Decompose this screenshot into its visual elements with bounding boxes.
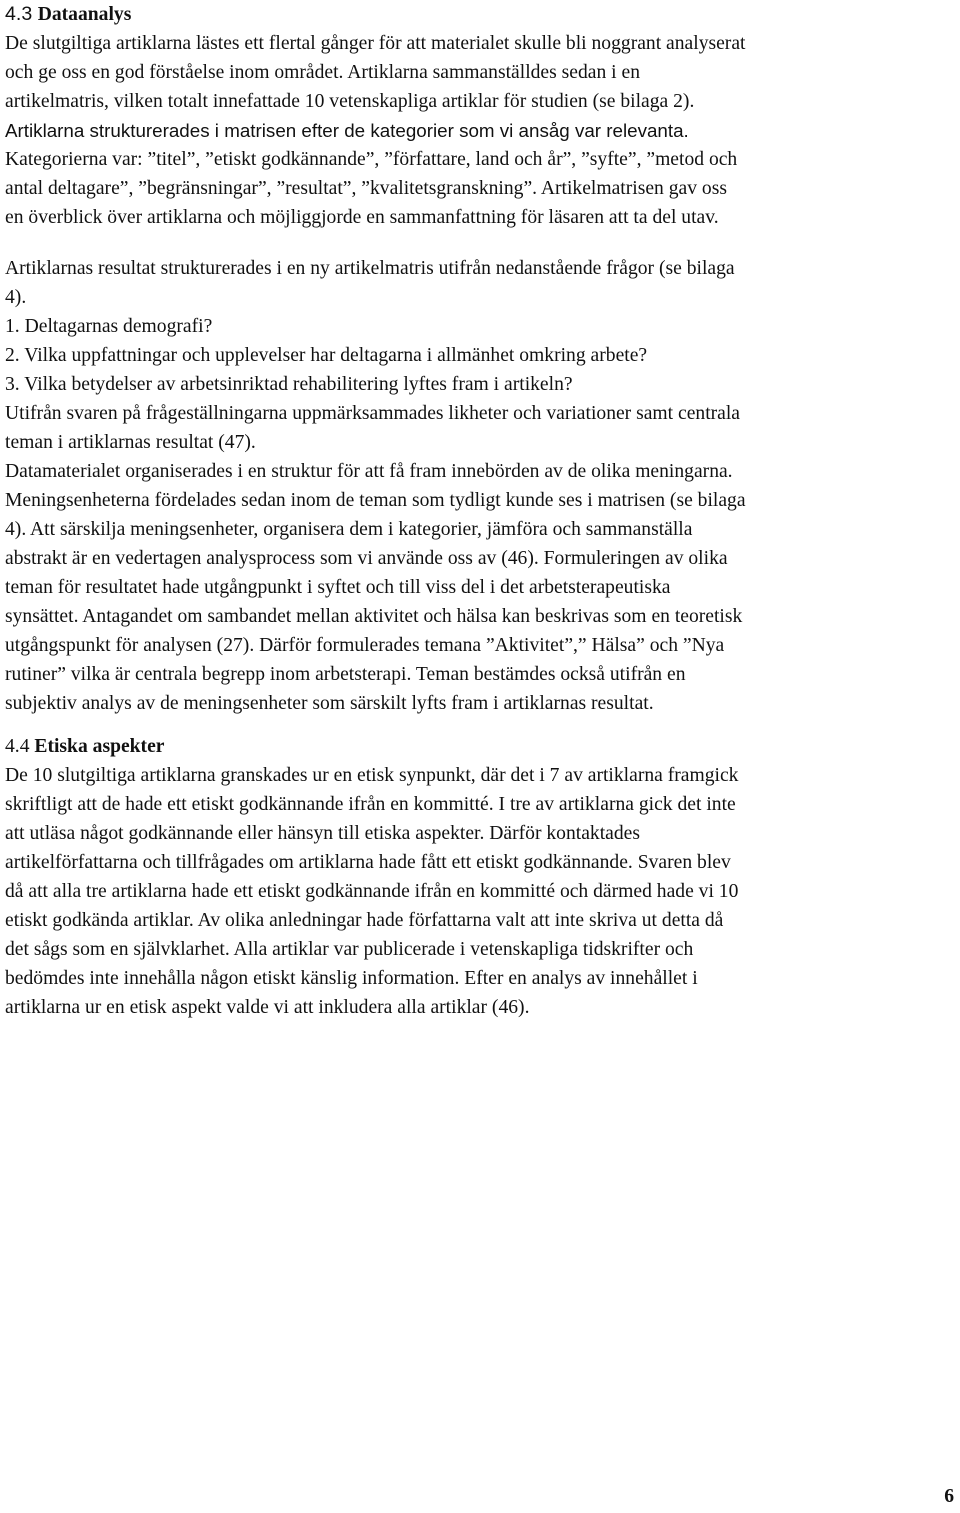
- text-line: bedömdes inte innehålla någon etiskt känslig information. Efter en analys av innehållet i: [5, 968, 698, 989]
- text-line: artiklarna ur en etisk aspekt valde vi att inkludera alla artiklar (46).: [5, 997, 530, 1018]
- paragraph-dataanalys-intro: [5, 29, 953, 232]
- section-title: Dataanalys: [37, 4, 132, 25]
- text-line: teman i artiklarnas resultat (47).: [5, 432, 256, 453]
- text-line: subjektiv analys av de meningsenheter som särskilt lyfts fram i artiklarnas resultat.: [5, 693, 654, 714]
- text-line: och ge oss en god förståelse inom området. Artiklarna sammanställdes sedan i en: [5, 62, 640, 83]
- list-item: 2. Vilka uppfattningar och upplevelser har deltagarna i allmänhet omkring arbete?: [5, 345, 648, 366]
- list-item: 1. Deltagarnas demografi?: [5, 316, 213, 337]
- paragraph-gap: [5, 232, 953, 254]
- text-line: De slutgiltiga artiklarna lästes ett flertal gånger för att materialet skulle bli noggrant analyserat: [5, 33, 746, 54]
- text-line: abstrakt är en vedertagen analysprocess som vi använde oss av (46). Formuleringen av olika: [5, 548, 728, 569]
- text-line: Artiklarnas resultat strukturerades i en ny artikelmatris utifrån nedanstående frågor (se bilaga: [5, 258, 735, 279]
- section-gap: [5, 718, 953, 732]
- text-line: då att alla tre artiklarna hade ett etiskt godkännande ifrån en kommitté och därmed hade vi 10: [5, 881, 739, 902]
- section-number: 4.4: [5, 736, 35, 757]
- text-line: Artiklarna strukturerades i matrisen efter de kategorier som vi ansåg var relevanta.: [5, 120, 689, 141]
- text-line: 4). Att särskilja meningsenheter, organisera dem i kategorier, jämföra och sammanställa: [5, 519, 693, 540]
- text-line: att utläsa något godkännande eller hänsyn till etiska aspekter. Därför kontaktades: [5, 823, 640, 844]
- text-line: etiskt godkända artiklar. Av olika anledningar hade författarna valt att inte skriva ut detta då: [5, 910, 724, 931]
- text-line: De 10 slutgiltiga artiklarna granskades ur en etisk synpunkt, där det i 7 av artiklarna framgick: [5, 765, 739, 786]
- text-line: utgångspunkt för analysen (27). Därför formulerades temana ”Aktivitet”,” Hälsa” och ”Nya: [5, 635, 725, 656]
- text-line: en överblick över artiklarna och möjliggjorde en sammanfattning för läsaren att ta del utav.: [5, 207, 719, 228]
- paragraph-dataanalys-results: [5, 254, 953, 718]
- text-line: Datamaterialet organiserades i en struktur för att få fram innebörden av de olika meningarna.: [5, 461, 733, 482]
- text-line: skriftligt att de hade ett etiskt godkännande ifrån en kommitté. I tre av artiklarna gick det inte: [5, 794, 736, 815]
- text-line: rutiner” vilka är centrala begrepp inom arbetsterapi. Teman bestämdes också utifrån en: [5, 664, 686, 685]
- text-line: Meningsenheterna fördelades sedan inom de teman som tydligt kunde ses i matrisen (se bilaga: [5, 490, 746, 511]
- list-item: 3. Vilka betydelser av arbetsinriktad rehabilitering lyftes fram i artikeln?: [5, 374, 573, 395]
- text-line: Kategorierna var: ”titel”, ”etiskt godkännande”, ”författare, land och år”, ”syfte”, ”metod och: [5, 149, 738, 170]
- text-line: synsättet. Antagandet om sambandet mellan aktivitet och hälsa kan beskrivas som en teoretisk: [5, 606, 743, 627]
- text-line: Utifrån svaren på frågeställningarna uppmärksammades likheter och variationer samt centrala: [5, 403, 741, 424]
- text-line: artikelmatris, vilken totalt innefattade 10 vetenskapliga artiklar för studien (se bilaga 2).: [5, 91, 695, 112]
- text-line: antal deltagare”, ”begränsningar”, ”resultat”, ”kvalitetsgranskning”. Artikelmatrisen gav oss: [5, 178, 727, 199]
- page-number: 6: [944, 1486, 954, 1507]
- text-line: det sågs som en självklarhet. Alla artiklar var publicerade i vetenskapliga tidskrifter och: [5, 939, 694, 960]
- section-number: 4.3: [5, 3, 38, 25]
- document-page: [5, 0, 953, 1022]
- paragraph-etiska-aspekter: [5, 761, 953, 1022]
- section-title: Etiska aspekter: [34, 736, 165, 757]
- text-line: 4).: [5, 287, 27, 308]
- text-line: teman för resultatet hade utgångpunkt i syftet och till viss del i det arbetsterapeutiska: [5, 577, 671, 598]
- section-heading-dataanalys: [5, 0, 953, 29]
- section-heading-etiska-aspekter: [5, 732, 953, 761]
- text-line: artikelförfattarna och tillfrågades om artiklarna hade fått ett etiskt godkännande. Svaren blev: [5, 852, 731, 873]
